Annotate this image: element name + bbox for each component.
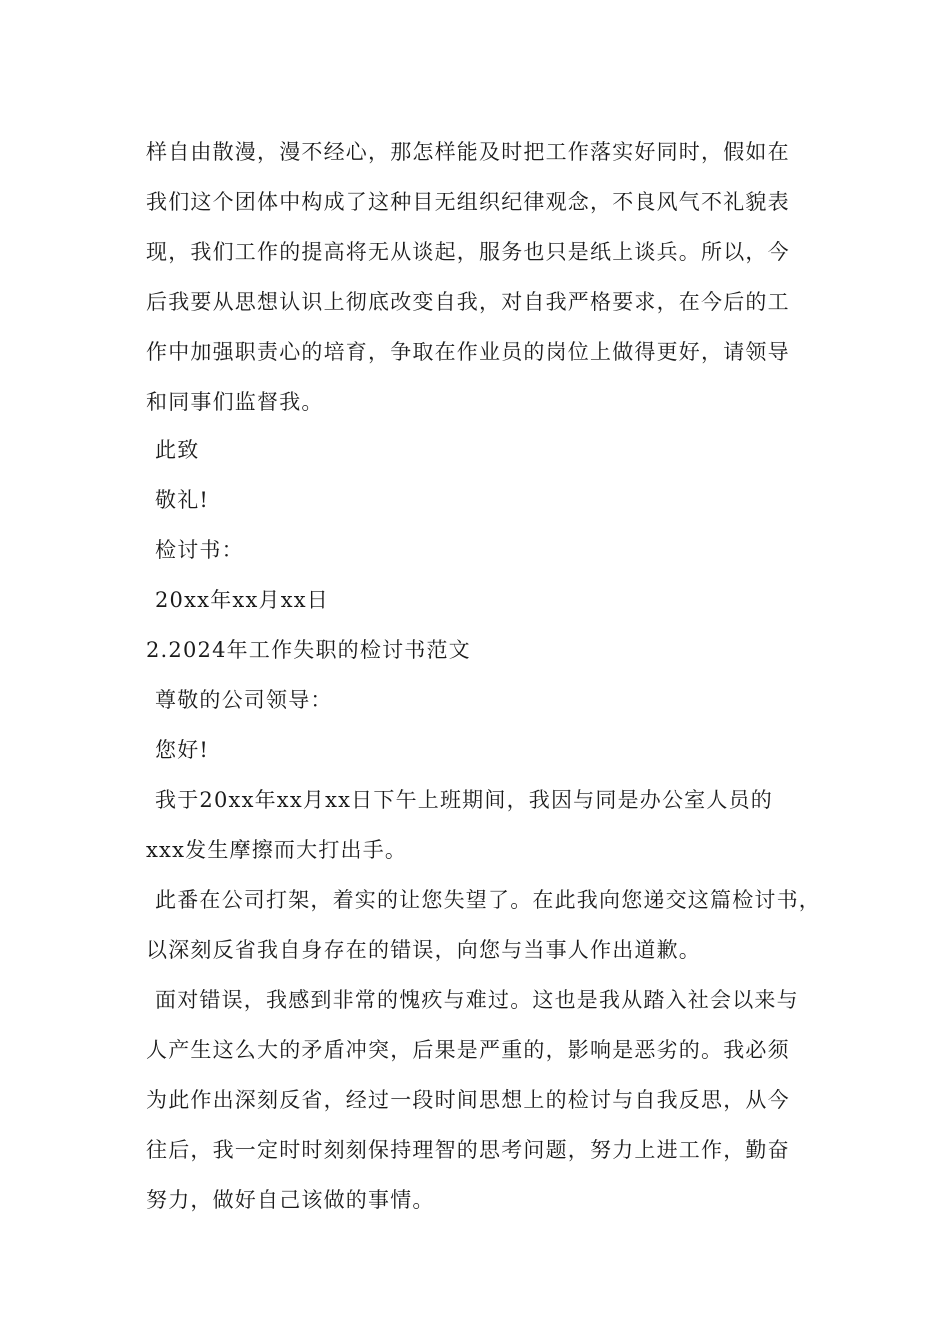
signature-label: 检讨书： — [155, 538, 244, 562]
greeting: 您好! — [155, 738, 210, 762]
text-line: 我们这个团体中构成了这种目无组织纪律观念，不良风气不礼貌表 — [146, 190, 790, 214]
text-line: 样自由散漫，漫不经心，那怎样能及时把工作落实好同时，假如在 — [146, 140, 790, 164]
text-line: 往后，我一定时时刻刻保持理智的思考问题，努力上进工作，勤奋 — [146, 1138, 790, 1162]
text-line: 和同事们监督我。 — [146, 390, 324, 414]
text-line: 人产生这么大的矛盾冲突，后果是严重的，影响是恶劣的。我必须 — [146, 1038, 790, 1062]
text-line: 现，我们工作的提高将无从谈起，服务也只是纸上谈兵。所以，今 — [146, 240, 790, 264]
greeting-recipient: 尊敬的公司领导： — [155, 688, 333, 712]
text-line: 后我要从思想认识上彻底改变自我，对自我严格要求，在今后的工 — [146, 290, 790, 314]
text-line: 面对错误，我感到非常的愧疚与难过。这也是我从踏入社会以来与 — [155, 988, 799, 1012]
section-heading: 2.2024年工作失职的检讨书范文 — [146, 638, 471, 662]
text-line: 此番在公司打架，着实的让您失望了。在此我向您递交这篇检讨书， — [155, 888, 821, 912]
text-line: 作中加强职责心的培育，争取在作业员的岗位上做得更好，请领导 — [146, 340, 790, 364]
text-line: 努力，做好自己该做的事情。 — [146, 1188, 435, 1212]
text-line: 我于20xx年xx月xx日下午上班期间，我因与同是办公室人员的 — [155, 788, 773, 812]
text-line: 以深刻反省我自身存在的错误，向您与当事人作出道歉。 — [146, 938, 701, 962]
text-line: 为此作出深刻反省，经过一段时间思想上的检讨与自我反思，从今 — [146, 1088, 790, 1112]
text-line: xxx发生摩擦而大打出手。 — [146, 838, 408, 862]
closing-regards: 敬礼! — [155, 488, 210, 512]
closing-salutation: 此致 — [155, 438, 200, 462]
date-line: 20xx年xx月xx日 — [155, 588, 329, 612]
